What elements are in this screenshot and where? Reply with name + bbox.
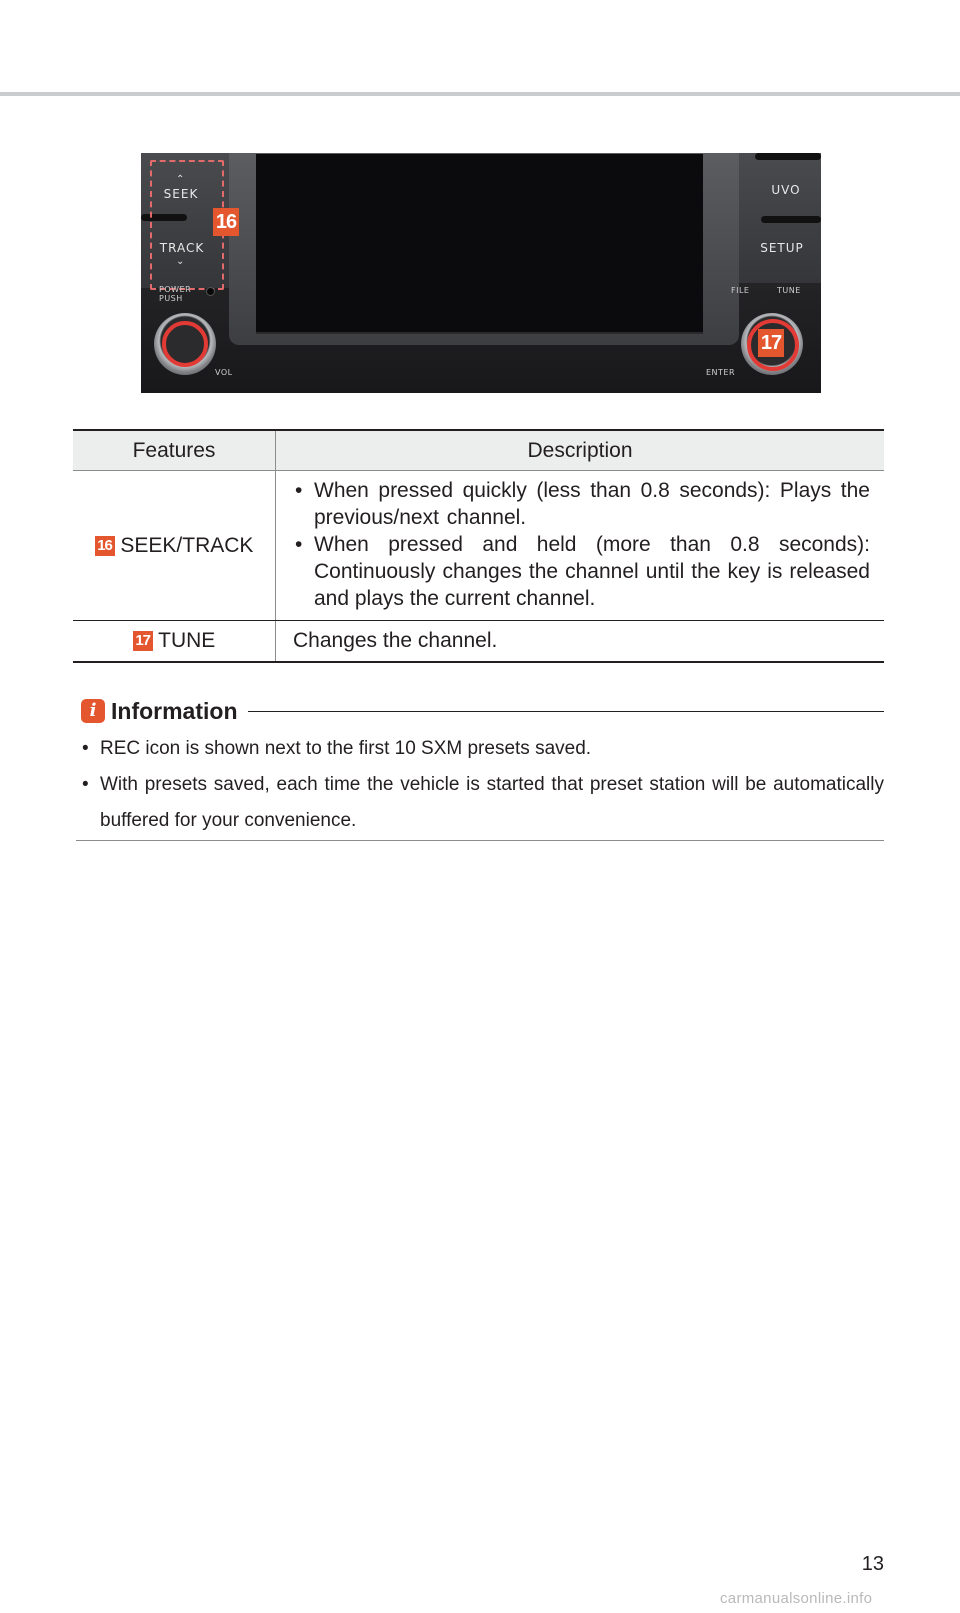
table-row xyxy=(73,471,884,621)
right-key-divider-top xyxy=(755,153,821,160)
description-cell xyxy=(276,471,885,621)
description-text: Changes the channel. xyxy=(293,629,498,652)
uvo-key-label: UVO xyxy=(771,183,801,197)
information-item: • REC icon is shown next to the first 10 SXM presets saved. xyxy=(81,731,884,767)
info-icon: i xyxy=(81,699,105,723)
callout-17-badge: 17 xyxy=(758,329,784,357)
feature-cell xyxy=(73,621,276,663)
file-label: FILE xyxy=(731,286,750,295)
display-screen xyxy=(256,154,703,334)
table-header-row xyxy=(73,430,884,471)
setup-key-label: SETUP xyxy=(760,241,804,255)
features-header: Features xyxy=(73,430,276,471)
enter-label: ENTER xyxy=(706,368,736,377)
information-rule xyxy=(248,711,884,712)
power-label: POWER xyxy=(159,285,192,294)
description-list xyxy=(292,477,870,612)
table-row xyxy=(73,621,884,663)
indicator-dot xyxy=(206,287,215,296)
header-rule xyxy=(0,92,960,96)
feature-cell xyxy=(73,471,276,621)
information-list xyxy=(81,731,884,839)
radio-head-unit-image xyxy=(141,153,821,393)
description-item: • When pressed quickly (less than 0.8 seconds): Plays the previous/next channel. xyxy=(292,477,870,531)
track-key-label: TRACK xyxy=(159,241,205,255)
callout-16-badge: 16 xyxy=(213,208,239,236)
description-cell xyxy=(276,621,885,663)
feature-number-badge: 17 xyxy=(133,631,153,651)
tune-label: TUNE xyxy=(777,286,801,295)
description-header: Description xyxy=(276,430,885,471)
features-table xyxy=(73,429,884,663)
information-title: Information xyxy=(111,698,238,724)
vol-label: VOL xyxy=(215,368,233,377)
watermark: carmanualsonline.info xyxy=(720,1590,873,1607)
seek-key-label: SEEK xyxy=(163,187,199,201)
page-number: 13 xyxy=(861,1553,884,1575)
push-label: PUSH xyxy=(159,294,183,303)
volume-knob-ring xyxy=(162,321,208,367)
feature-number-badge: 16 xyxy=(95,536,115,556)
right-key-divider-mid xyxy=(761,216,821,223)
feature-name: TUNE xyxy=(158,629,216,652)
information-bottom-rule xyxy=(76,840,884,841)
seek-up-chevron-icon: ⌃ xyxy=(176,174,185,185)
information-item: • With presets saved, each time the vehicle is started that preset station will be automatically buffered for your convenience. xyxy=(81,767,884,839)
feature-name: SEEK/TRACK xyxy=(120,533,254,557)
description-item: • When pressed and held (more than 0.8 seconds): Continuously changes the channel until the key is released and plays the current channel. xyxy=(292,531,870,612)
track-down-chevron-icon: ⌄ xyxy=(176,256,185,267)
